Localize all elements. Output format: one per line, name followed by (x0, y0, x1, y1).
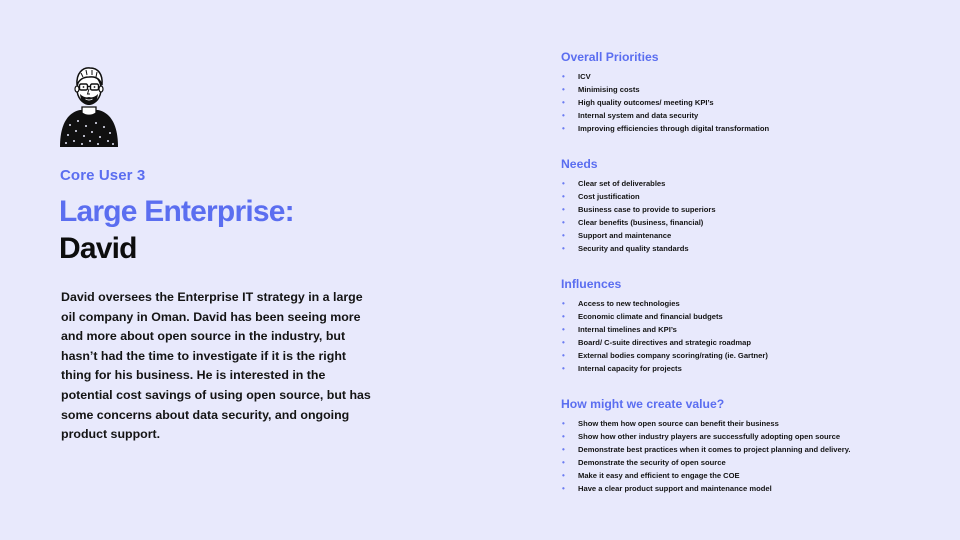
priorities-section (561, 50, 941, 135)
needs-section (561, 157, 941, 255)
dot-bullet-icon: • (562, 85, 565, 94)
persona-description: David oversees the Enterprise IT strategy in a large oil company in Oman. David has been seeing more and more about open source in the industry, but hasn’t had the time to investigate if it is the right thing for his business. He is interested in the potential cost savings of using open source, but has some concerns about data security, and ongoing product support. (61, 290, 371, 442)
needs-list (561, 177, 941, 255)
dot-bullet-icon: • (562, 179, 565, 188)
list-item (561, 109, 941, 122)
dot-bullet-icon: • (562, 325, 565, 334)
dot-bullet-icon: • (562, 218, 565, 227)
list-item-text: High quality outcomes/ meeting KPI’s (578, 98, 714, 107)
list-item (561, 229, 941, 242)
persona-title-name: David (59, 232, 137, 265)
list-item (561, 216, 941, 229)
list-item (561, 177, 941, 190)
list-item (561, 70, 941, 83)
dot-bullet-icon: • (562, 484, 565, 493)
list-item-text: Internal system and data security (578, 111, 699, 120)
list-item-text: Internal timelines and KPI’s (578, 325, 677, 334)
list-item-text: Demonstrate the security of open source (578, 458, 726, 467)
list-item-text: Business case to provide to superiors (578, 205, 716, 214)
list-item-text: Clear benefits (business, financial) (578, 218, 704, 227)
needs-heading: Needs (561, 157, 598, 171)
dot-bullet-icon: • (562, 458, 565, 467)
list-item (561, 456, 941, 469)
dot-bullet-icon: • (562, 432, 565, 441)
list-item-text: ICV (578, 72, 591, 81)
list-item-text: Make it easy and efficient to engage the COE (578, 471, 740, 480)
value-section (561, 397, 941, 495)
list-item-text: Support and maintenance (578, 231, 672, 240)
persona-subtitle: Core User 3 (60, 167, 146, 184)
dot-bullet-icon: • (562, 244, 565, 253)
dot-bullet-icon: • (562, 312, 565, 321)
list-item (561, 417, 941, 430)
list-item (561, 443, 941, 456)
list-item (561, 336, 941, 349)
dot-bullet-icon: • (562, 351, 565, 360)
list-item-text: Demonstrate best practices when it comes to project planning and delivery. (578, 445, 851, 454)
list-item (561, 122, 941, 135)
dot-bullet-icon: • (562, 205, 565, 214)
list-item (561, 242, 941, 255)
list-item-text: Economic climate and financial budgets (578, 312, 723, 321)
list-item (561, 349, 941, 362)
list-item-text: Have a clear product support and maintenance model (578, 484, 772, 493)
dot-bullet-icon: • (562, 338, 565, 347)
dot-bullet-icon: • (562, 72, 565, 81)
list-item (561, 96, 941, 109)
dot-bullet-icon: • (562, 471, 565, 480)
list-item (561, 482, 941, 495)
dot-bullet-icon: • (562, 231, 565, 240)
influences-list (561, 297, 941, 375)
list-item-text: External bodies company scoring/rating (ie. Gartner) (578, 351, 768, 360)
dot-bullet-icon: • (562, 124, 565, 133)
list-item-text: Show them how open source can benefit their business (578, 419, 779, 428)
list-item-text: Security and quality standards (578, 244, 689, 253)
dot-bullet-icon: • (562, 445, 565, 454)
dot-bullet-icon: • (562, 419, 565, 428)
list-item (561, 297, 941, 310)
list-item (561, 203, 941, 216)
persona-title-category: Large Enterprise: (59, 195, 294, 228)
list-item-text: Improving efficiencies through digital transformation (578, 124, 770, 133)
dot-bullet-icon: • (562, 364, 565, 373)
man-with-glasses-illustration-icon (56, 63, 122, 147)
value-heading: How might we create value? (561, 397, 725, 411)
list-item-text: Internal capacity for projects (578, 364, 682, 373)
dot-bullet-icon: • (562, 98, 565, 107)
dot-bullet-icon: • (562, 192, 565, 201)
list-item-text: Show how other industry players are successfully adopting open source (578, 432, 841, 441)
dot-bullet-icon: • (562, 111, 565, 120)
list-item (561, 362, 941, 375)
list-item-text: Clear set of deliverables (578, 179, 666, 188)
list-item-text: Access to new technologies (578, 299, 680, 308)
list-item-text: Minimising costs (578, 85, 640, 94)
influences-heading: Influences (561, 277, 622, 291)
list-item-text: Cost justification (578, 192, 640, 201)
priorities-heading: Overall Priorities (561, 50, 659, 64)
list-item (561, 469, 941, 482)
list-item-text: Board/ C-suite directives and strategic roadmap (578, 338, 752, 347)
list-item (561, 430, 941, 443)
priorities-list (561, 70, 941, 135)
list-item (561, 310, 941, 323)
list-item (561, 190, 941, 203)
list-item (561, 323, 941, 336)
value-list (561, 417, 941, 495)
influences-section (561, 277, 941, 375)
dot-bullet-icon: • (562, 299, 565, 308)
list-item (561, 83, 941, 96)
